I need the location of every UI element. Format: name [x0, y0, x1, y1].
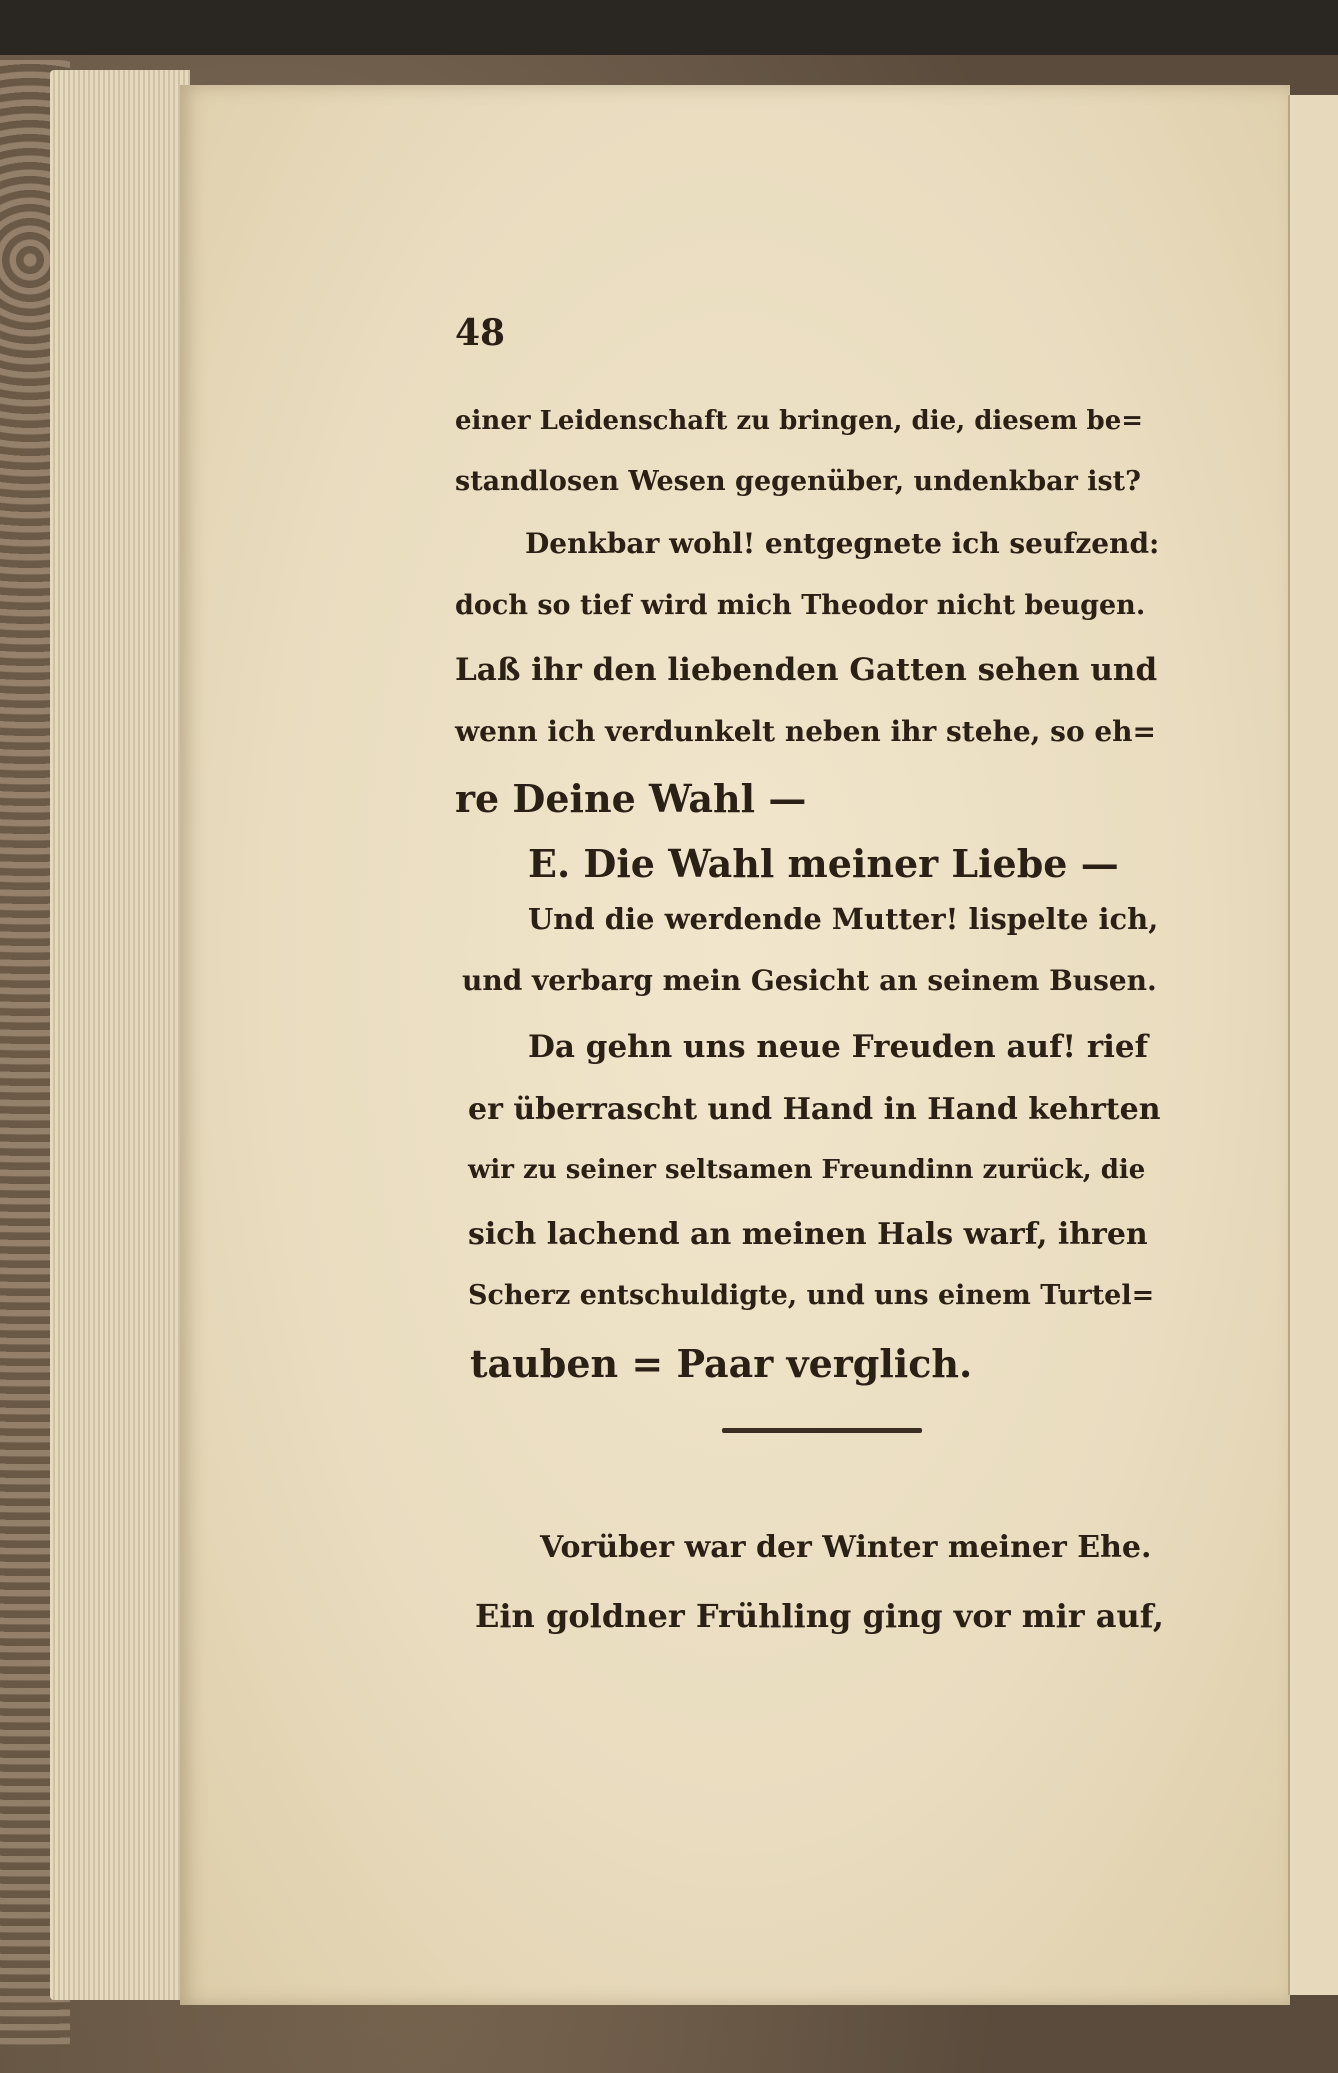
text-line: re Deine Wahl — — [455, 776, 807, 821]
text-line: er überrascht und Hand in Hand kehrten — [468, 1092, 1161, 1127]
text-line: Und die werdende Mutter! lispelte ich, — [528, 902, 1159, 936]
text-line: Laß ihr den liebenden Gatten sehen und — [455, 652, 1158, 688]
text-line: und verbarg mein Gesicht an seinem Busen. — [462, 964, 1157, 997]
facing-page-edge — [1288, 95, 1338, 1995]
page-number: 48 — [455, 312, 506, 354]
text-line: E. Die Wahl meiner Liebe — — [528, 841, 1119, 886]
text-line: einer Leidenschaft zu bringen, die, diesem be= — [455, 406, 1144, 436]
text-line: Ein goldner Frühling ging vor mir auf, — [475, 1597, 1164, 1635]
page-edges — [50, 70, 190, 2000]
text-line: Scherz entschuldigte, und uns einem Turtel= — [468, 1280, 1155, 1311]
text-line: standlosen Wesen gegenüber, undenkbar ist? — [455, 466, 1141, 497]
text-line: doch so tief wird mich Theodor nicht beugen. — [455, 590, 1146, 621]
text-line: Denkbar wohl! entgegnete ich seufzend: — [525, 527, 1160, 560]
text-line: wenn ich verdunkelt neben ihr stehe, so eh= — [455, 715, 1156, 748]
text-line: tauben = Paar verglich. — [470, 1341, 973, 1386]
text-line: wir zu seiner seltsamen Freundinn zurück, die — [468, 1155, 1146, 1185]
text-line: Vorüber war der Winter meiner Ehe. — [540, 1530, 1152, 1565]
section-divider — [722, 1428, 922, 1433]
text-line: sich lachend an meinen Hals warf, ihren — [468, 1217, 1148, 1252]
text-line: Da gehn uns neue Freuden auf! rief — [528, 1029, 1148, 1065]
